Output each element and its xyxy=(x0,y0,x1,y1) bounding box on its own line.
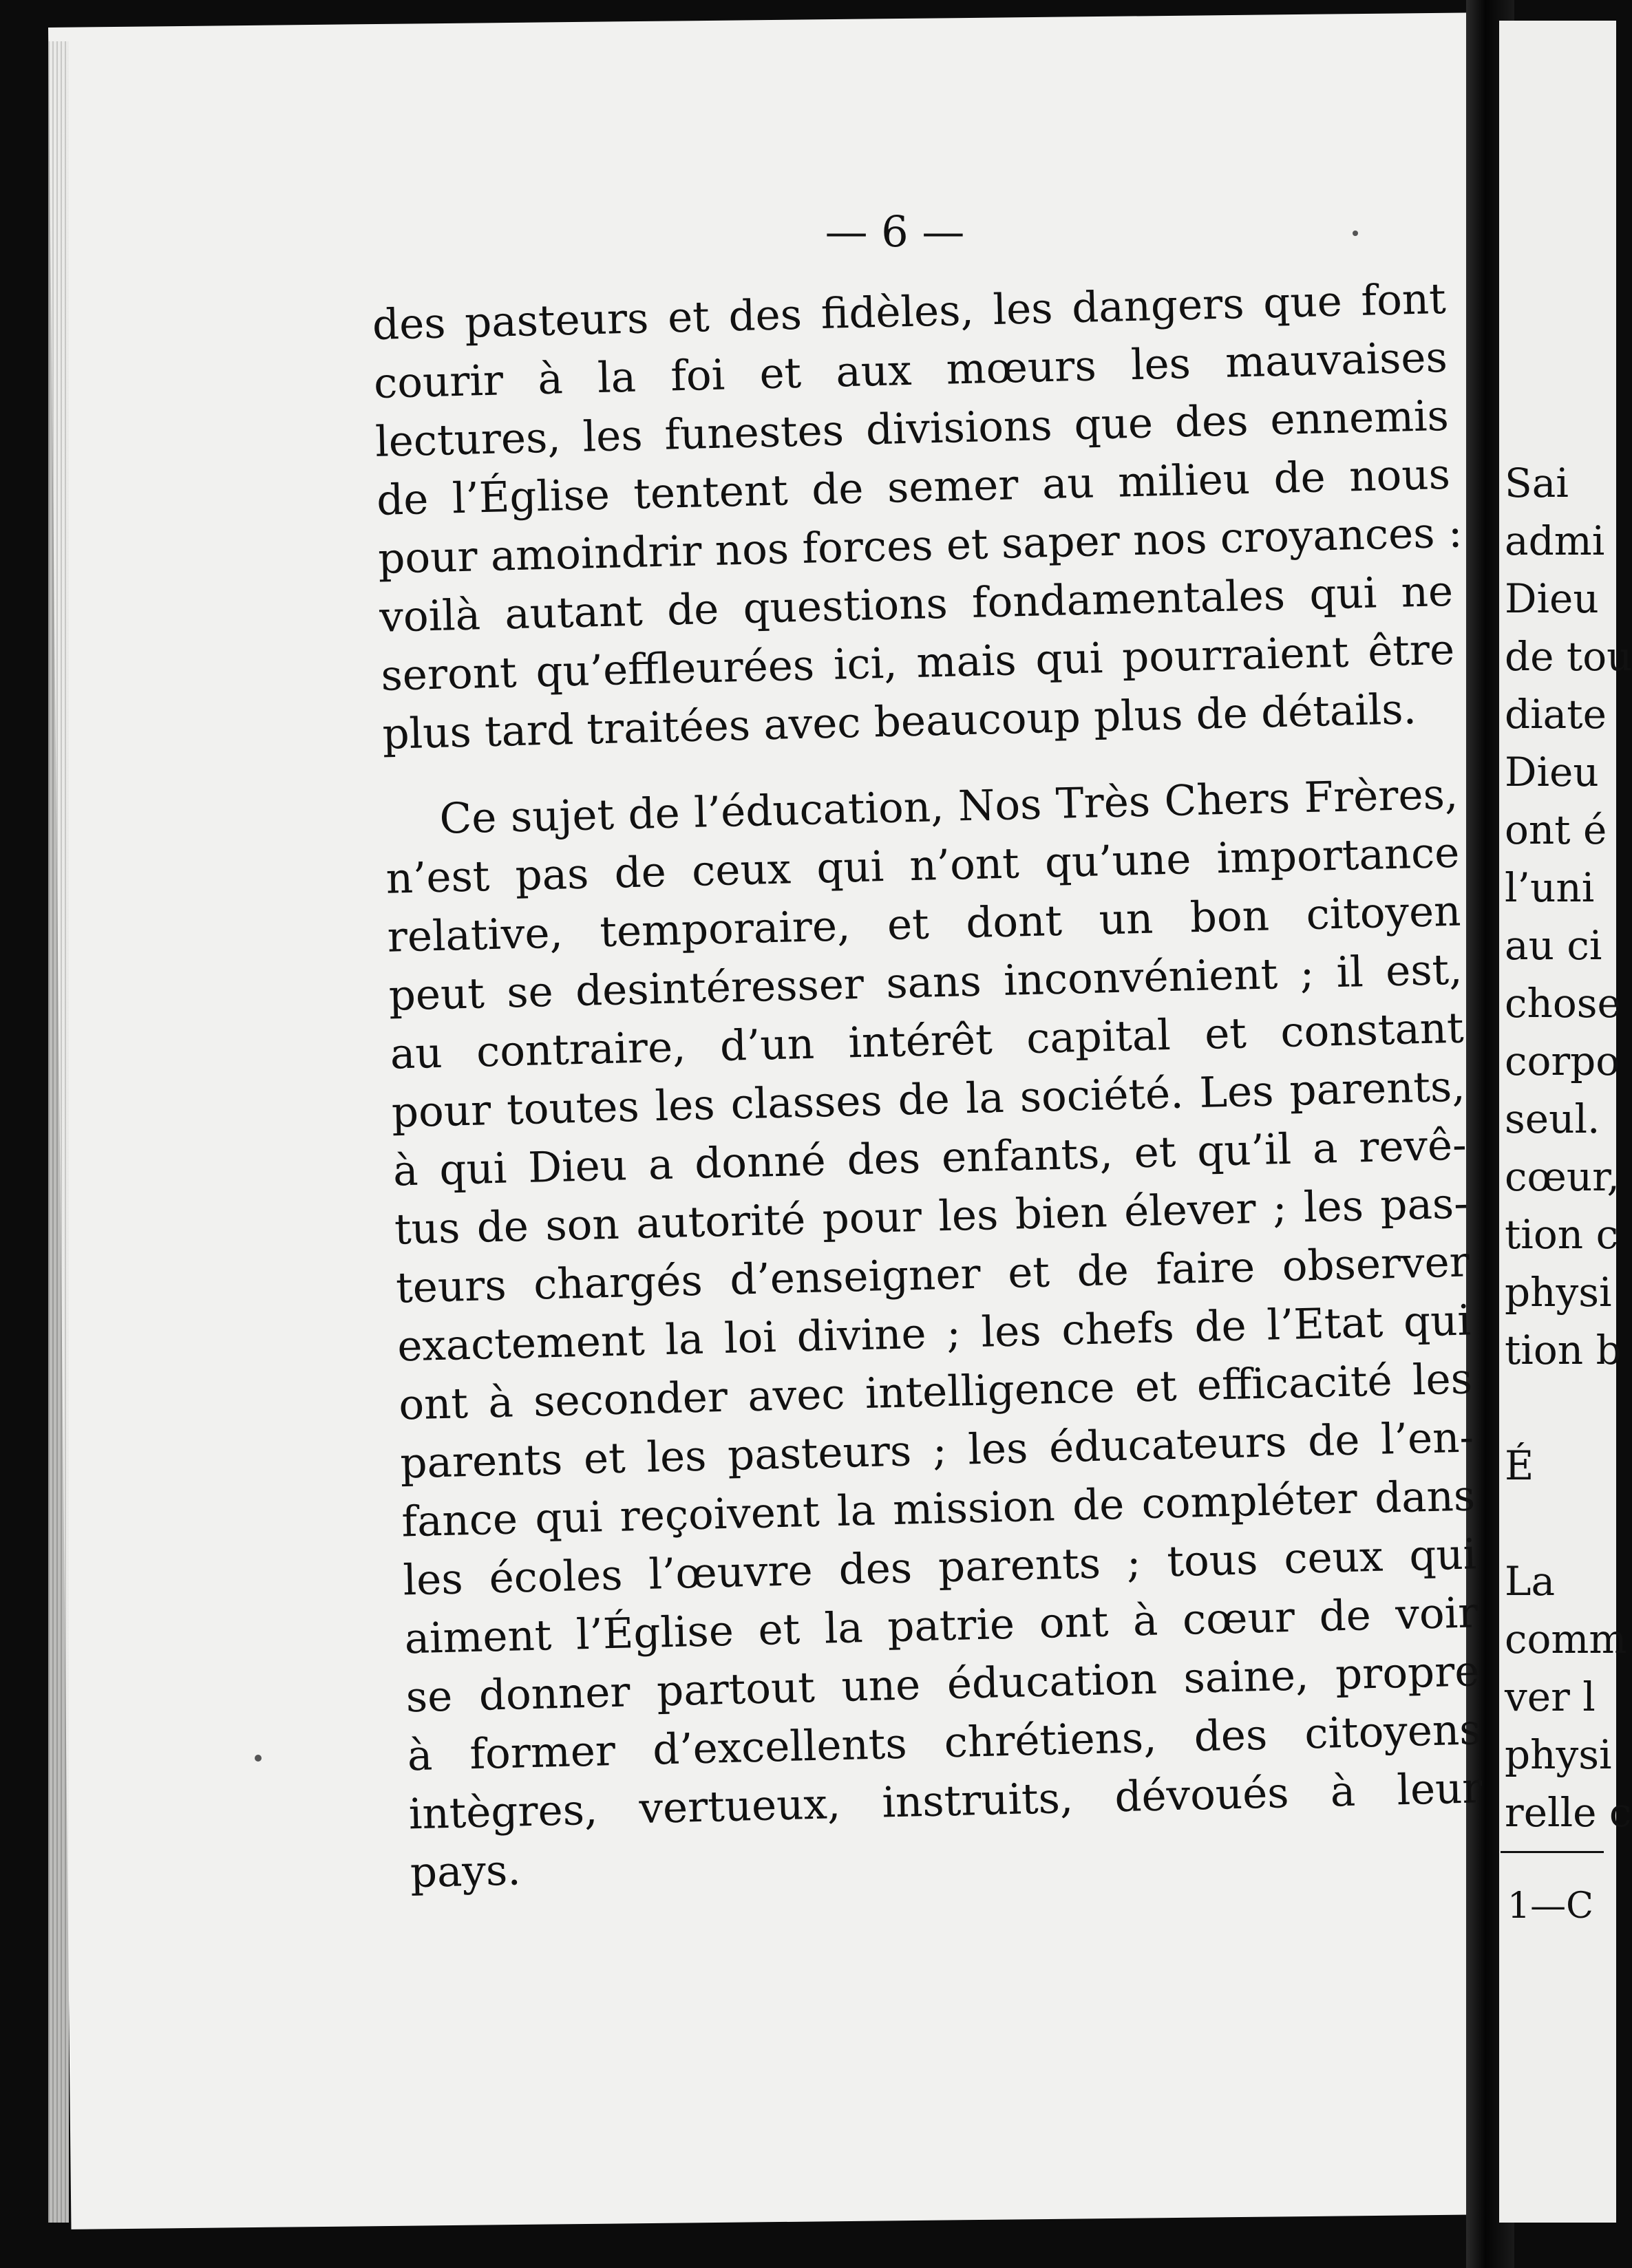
footnote: 1—C xyxy=(1507,1885,1593,1927)
text-line: n’est pas de ceux qui n’ont qu’une importance xyxy=(385,828,1461,903)
text-line: pour toutes les classes de la société. Les parents, xyxy=(391,1062,1466,1137)
facing-line: cœur, xyxy=(1505,1153,1620,1200)
text-line: les écoles l’œuvre des parents ; tous ceux qui xyxy=(402,1530,1478,1605)
facing-line: de tou xyxy=(1505,633,1632,680)
facing-page-text xyxy=(1505,454,1632,1841)
text-line: des pasteurs et des fidèles, les dangers que font xyxy=(372,274,1447,350)
text-line: de l’Église tentent de semer au milieu de nous xyxy=(376,449,1451,525)
facing-line: La xyxy=(1505,1558,1556,1605)
text-line: fance qui reçoivent la mission de compléter dans xyxy=(401,1471,1476,1547)
facing-line: Sai xyxy=(1505,460,1569,506)
text-line: ont à seconder avec intelligence et efficacité les xyxy=(398,1354,1473,1430)
text-line: teurs chargés d’enseigner et de faire observer xyxy=(395,1237,1470,1313)
ink-speck xyxy=(1353,231,1358,236)
facing-line: É xyxy=(1505,1442,1534,1489)
text-line: à qui Dieu a donné des enfants, et qu’il a revê- xyxy=(392,1120,1467,1196)
facing-line: au ci xyxy=(1505,922,1602,969)
facing-line: l’uni xyxy=(1505,864,1595,911)
facing-line: seul. xyxy=(1505,1095,1600,1142)
facing-line: corpo xyxy=(1505,1038,1620,1084)
text-line: courir à la foi et aux mœurs les mauvaises xyxy=(373,332,1448,408)
footnote-rule xyxy=(1501,1851,1604,1853)
facing-line: physi xyxy=(1505,1269,1612,1316)
text-line: parents et les pasteurs ; les éducateurs de l’en- xyxy=(399,1413,1474,1488)
page-number: — 6 — xyxy=(825,206,965,257)
text-line: exactement la loi divine ; les chefs de l’Etat qui xyxy=(396,1296,1472,1371)
text-line: seront qu’effleurées ici, mais qui pourraient être xyxy=(380,625,1455,700)
text-line: pays. xyxy=(410,1846,522,1898)
facing-line: Dieu xyxy=(1505,749,1599,795)
facing-line: ver l xyxy=(1505,1673,1596,1720)
facing-line: diate xyxy=(1505,691,1607,738)
facing-line xyxy=(1505,1495,1608,1552)
text-line: aiment l’Église et la patrie ont à cœur de voir xyxy=(403,1588,1479,1664)
text-line: relative, temporaire, et dont un bon citoyen xyxy=(386,886,1462,962)
text-line: pour amoindrir nos forces et saper nos croyances : xyxy=(377,508,1463,584)
text-line: à former d’excellents chrétiens, des citoyens xyxy=(406,1705,1482,1781)
text-line: au contraire, d’un intérêt capital et constant xyxy=(390,1003,1465,1079)
text-line: se donner partout une éducation saine, propre xyxy=(405,1647,1481,1722)
facing-line: physi xyxy=(1505,1731,1612,1778)
text-line: plus tard traitées avec beaucoup plus de détails. xyxy=(381,685,1417,759)
facing-line xyxy=(1505,1379,1608,1437)
paragraph-2 xyxy=(384,765,1485,1903)
text-line: tus de son autorité pour les bien élever ; les pas- xyxy=(394,1179,1469,1254)
page-edges xyxy=(48,41,69,2223)
facing-line: ont é xyxy=(1505,806,1607,853)
facing-line: relle c xyxy=(1505,1789,1632,1836)
text-line: Ce sujet de l’éducation, Nos Très Chers Frères, xyxy=(438,769,1459,844)
ink-speck xyxy=(255,1755,262,1762)
body-text xyxy=(372,270,1485,1902)
text-line: voilà autant de questions fondamentales qui ne xyxy=(379,566,1454,642)
text-line: peut se desintéresser sans inconvénient ; il est, xyxy=(388,945,1463,1020)
facing-line: tion b xyxy=(1505,1327,1622,1373)
facing-line: tion c xyxy=(1505,1211,1619,1258)
facing-line: comm xyxy=(1505,1616,1627,1662)
facing-line: admi xyxy=(1505,517,1605,564)
paragraph-1 xyxy=(372,270,1463,764)
text-line: intègres, vertueux, instruits, dévoués à leur xyxy=(408,1764,1483,1839)
facing-line: chose xyxy=(1505,980,1621,1027)
text-line: lectures, les funestes divisions que des ennemis xyxy=(374,391,1450,467)
facing-line: Dieu xyxy=(1505,575,1599,622)
